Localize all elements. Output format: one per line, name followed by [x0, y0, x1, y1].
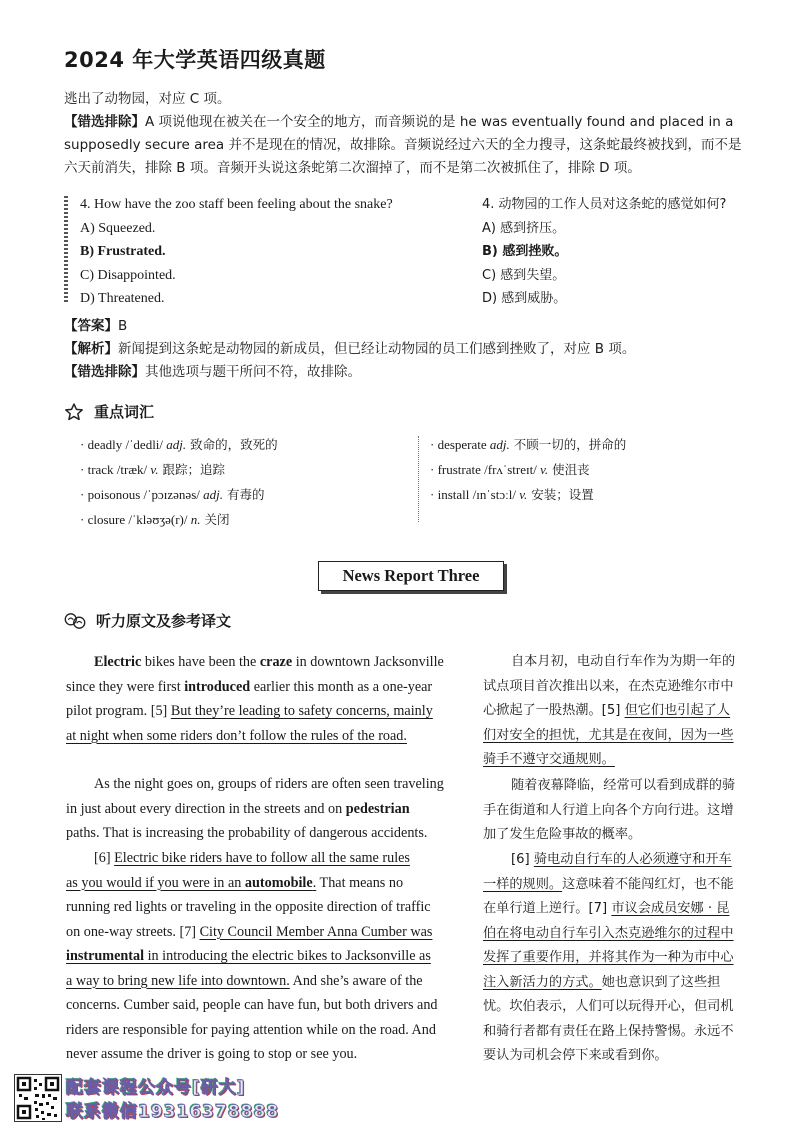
option-b: B) Frustrated.: [80, 244, 166, 259]
question-stem-zh: 4. 动物园的工作人员对这条蛇的感觉如何?: [482, 197, 727, 212]
text-line: [66, 797, 454, 822]
exclude-tag: 【错选排除】: [64, 364, 145, 380]
vocab-pos: n.: [190, 512, 201, 527]
vocab-word: · install /ɪnˈstɔːl/: [430, 487, 520, 502]
transcript-heading-text: 听力原文及参考译文: [96, 612, 232, 630]
vocab-word: · track /træk/: [80, 462, 151, 477]
text-line: 随着夜幕降临，经常可以看到成群的骑: [511, 778, 736, 793]
translation-paragraph-2: [483, 774, 768, 848]
section-title: News Report Three: [342, 566, 480, 585]
text-span: pilot program. [5]: [66, 703, 171, 719]
text-span: [6]: [511, 852, 534, 867]
option-d: D) Threatened.: [80, 291, 165, 306]
text-span: earlier this month as a one-year: [250, 678, 433, 695]
answer-line: [64, 315, 764, 338]
vocab-word: · desperate: [430, 437, 490, 452]
text-line: paths. That is increasing the probability of dangerous accidents.: [66, 825, 428, 841]
text-line: 自本月初，电动自行车作为为期一年的: [511, 654, 736, 669]
option-d-zh: D) 感到威胁。: [482, 291, 567, 306]
option-c: C) Disappointed.: [80, 267, 176, 283]
text-line: [66, 944, 454, 969]
vocab-word: · deadly /ˈdedli/: [80, 437, 167, 452]
answer-block: [64, 315, 764, 384]
watermark-line: 联系微信19316378888: [66, 1102, 280, 1122]
vocab-divider: [418, 436, 419, 522]
vocab-word: · poisonous /ˈpɔɪzənəs/: [80, 487, 204, 502]
text-line: 伯在将电动自行车引入杰克逊维尔的过程中: [483, 925, 734, 941]
vocab-meaning: 不顾一切的，拼命的: [509, 437, 627, 452]
vocab-pos: v.: [540, 462, 549, 477]
text-line: never assume the driver is going to stop or see you.: [66, 1046, 358, 1062]
question-bar: [64, 196, 68, 304]
transcript-paragraph-1: [66, 650, 454, 748]
underlined-answer: .: [312, 874, 317, 891]
text-line: As the night goes on, groups of riders are often seen traveling: [94, 776, 444, 792]
text-line: [66, 699, 454, 724]
exclude-tag: 【错选排除】: [64, 114, 145, 130]
section-title-box: [318, 561, 504, 591]
transcript-heading: [64, 610, 231, 631]
text-span: on one-way streets. [7]: [66, 923, 200, 940]
keyword: introduced: [184, 678, 251, 695]
vocab-word: · frustrate /frʌˈstreɪt/: [430, 462, 541, 477]
exclude-text: 其他选项与题干所问不符，故排除。: [145, 364, 361, 380]
transcript-paragraph-2: [66, 772, 454, 846]
text-line: [66, 920, 454, 945]
translation-paragraph-1: [483, 650, 768, 773]
vocab-item: [430, 482, 626, 507]
text-line: 要认为司机会停下来或看到你。: [483, 1048, 668, 1063]
analysis-line: 六天前消失，排除 B 项。音频开头说这条蛇第二次溜掉了，而不是第二次被抓住了，排除 D 项。: [64, 160, 641, 176]
vocab-left: [80, 432, 278, 532]
vocab-pos: adj.: [166, 437, 187, 452]
text-line: [66, 650, 454, 675]
text-line: running red lights or traveling in the opposite direction of traffic: [66, 899, 431, 915]
text-line: [483, 971, 768, 996]
text-line: [483, 699, 768, 724]
option-a: A) Squeezed.: [80, 220, 156, 236]
question-zh: [482, 193, 772, 311]
analysis-line: [64, 338, 764, 361]
keyword: automobile: [244, 874, 313, 891]
translation-paragraph-3: [483, 848, 768, 1069]
text-line: concerns. Cumber said, people can have fun, but both drivers and: [66, 997, 438, 1013]
text-span: bikes have been the: [141, 654, 260, 670]
text-line: riders are responsible for paying attention while on the road. And: [66, 1021, 436, 1038]
underlined-answer: 但它们也引起了人: [624, 703, 731, 718]
text-span: That means no: [316, 874, 404, 891]
answer-value: B: [118, 318, 128, 334]
analysis-text: A 项说他现在被关在一个安全的地方，而音频说的是 he was eventually found and placed in a: [145, 114, 734, 130]
text-span: in downtown Jacksonville: [292, 654, 444, 670]
vocab-meaning: 有毒的: [223, 487, 265, 502]
star-icon: [64, 402, 84, 422]
text-line: [483, 897, 768, 922]
vocab-item: [80, 482, 278, 507]
underlined-answer: a way to bring new life into downtown.: [66, 972, 290, 989]
vocab-meaning: 使沮丧: [548, 462, 590, 477]
vocab-heading: [64, 401, 154, 422]
text-line: 们对安全的担忧，尤其是在夜间，因为一些: [483, 727, 734, 743]
text-line: [66, 846, 454, 871]
question-en: [80, 193, 420, 311]
analysis-tag: 【解析】: [64, 341, 118, 357]
text-span: [6]: [94, 850, 115, 866]
text-line: 发挥了重要作用，并将其作为一种为市中心: [483, 950, 734, 965]
vocab-item: [80, 457, 278, 482]
underlined-answer: 骑电动自行车的人必须遵守和开车: [533, 852, 732, 867]
underlined-answer: City Council Member Anna Cumber was: [199, 923, 433, 940]
qr-code-icon: [14, 1074, 62, 1122]
vocab-meaning: 关闭: [200, 512, 230, 527]
question-block: [64, 193, 764, 311]
vocab-item: [80, 432, 278, 457]
underlined-answer: Electric bike riders have to follow all the same rules: [114, 850, 410, 866]
vocab-right: [430, 432, 626, 507]
vocab-meaning: 跟踪；追踪: [158, 462, 225, 477]
underlined-answer: 一样的规则。: [483, 876, 563, 892]
underlined-answer: 市议会成员安娜 · 昆: [611, 901, 730, 916]
vocab-pos: v.: [150, 462, 159, 477]
listening-icon: [64, 611, 86, 631]
vocab-pos: v.: [519, 487, 528, 502]
vocab-word: · closure /ˈkləʊʒə(r)/: [80, 512, 191, 527]
vocab-meaning: 安装；设置: [527, 487, 594, 502]
vocab-item: [80, 507, 278, 532]
keyword: instrumental: [66, 948, 145, 964]
keyword: Electric: [94, 654, 142, 670]
underlined-answer: in introducing the electric bikes to Jacksonville as: [144, 948, 431, 964]
text-span: 她也意识到了这些担: [601, 974, 721, 990]
vocab-item: [430, 432, 626, 457]
watermark-line: 配套课程公众号[研大]: [66, 1078, 246, 1098]
text-line: 试点项目首次推出以来，在杰克逊维尔市中: [483, 678, 734, 694]
text-span: since they were first: [66, 678, 185, 695]
option-a-zh: A) 感到挤压。: [482, 220, 566, 236]
analysis-line: [64, 111, 764, 134]
text-line: [66, 969, 454, 994]
text-line: at night when some riders don’t follow the rules of the road.: [66, 727, 407, 744]
exclude-line: [64, 361, 764, 384]
vocab-item: [430, 457, 626, 482]
text-line: 骑手不遵守交通规则。: [483, 752, 615, 767]
text-span: 这意味着不能闯红灯，也不能: [562, 876, 734, 892]
analysis-line: 逃出了动物园，对应 C 项。: [64, 91, 231, 107]
text-line: 和骑行者都有责任在路上保持警惕。永远不: [483, 1023, 734, 1039]
analysis-text: 新闻提到这条蛇是动物园的新成员，但已经让动物园的员工们感到挫败了，对应 B 项。: [118, 341, 636, 357]
vocab-pos: adj.: [489, 437, 510, 452]
analysis-line: supposedly secure area 并不是现在的情况，故排除。音频说经过六天的全力搜寻，这条蛇最终被找到，而不是: [64, 137, 742, 153]
vocab-pos: adj.: [203, 487, 223, 502]
keyword: pedestrian: [345, 800, 410, 817]
underlined-answer: 注入新活力的方式。: [483, 974, 602, 990]
text-span: 在单行道上逆行。[7]: [483, 901, 612, 916]
text-line: 忧。坎伯表示，人们可以玩得开心，但司机: [483, 999, 734, 1014]
page-title: 2024 年大学英语四级真题: [64, 48, 326, 72]
text-line: [483, 873, 768, 898]
text-span: in just about every direction in the streets and on: [66, 800, 346, 817]
text-span: 心掀起了一股热潮。[5]: [483, 703, 625, 718]
text-span: And she’s aware of the: [289, 972, 423, 989]
previous-analysis: [64, 88, 764, 180]
transcript-paragraph-3: [66, 846, 454, 1067]
option-c-zh: C) 感到失望。: [482, 267, 566, 283]
vocab-heading-text: 重点词汇: [94, 403, 155, 421]
vocab-meaning: 致命的，致死的: [186, 437, 278, 452]
option-b-zh: B) 感到挫败。: [482, 244, 568, 259]
text-line: 加了发生危险事故的概率。: [483, 827, 642, 842]
text-line: [483, 848, 768, 873]
answer-tag: 【答案】: [64, 318, 118, 334]
text-line: [66, 871, 454, 896]
text-line: [66, 675, 454, 700]
question-stem: 4. How have the zoo staff been feeling about the snake?: [80, 197, 393, 212]
text-line: 手在街道和人行道上向各个方向行进。这增: [483, 802, 734, 818]
underlined-answer: as you would if you were in an: [66, 874, 245, 891]
underlined-answer: But they’re leading to safety concerns, mainly: [170, 703, 433, 719]
keyword: craze: [259, 654, 293, 670]
